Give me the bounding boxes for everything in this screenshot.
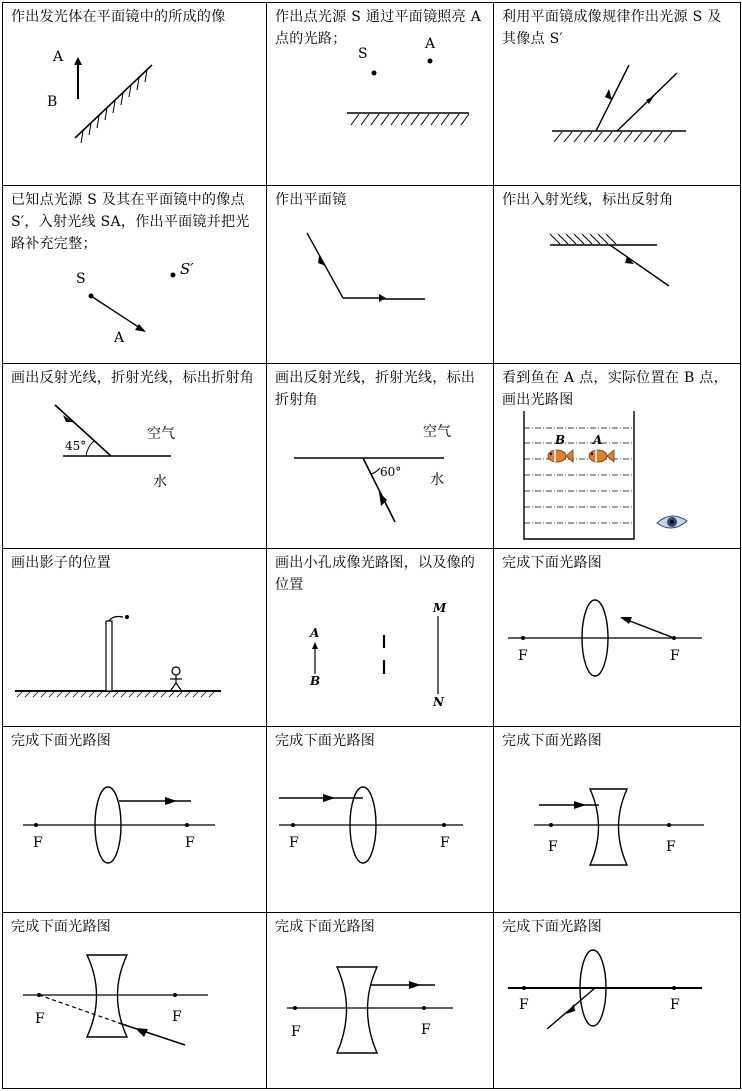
- label-f-left: F: [291, 1024, 301, 1040]
- label-f-right: F: [670, 997, 680, 1013]
- refraction-45-diagram: [3, 364, 267, 549]
- label-b: B: [310, 674, 321, 688]
- label-air: 空气: [147, 426, 175, 442]
- refraction-60-diagram: [267, 364, 494, 549]
- person-icon: [170, 667, 182, 690]
- label-s-prime: S′: [180, 260, 194, 278]
- cell-caption: 画出反射光线，折射光线，标出折射角: [275, 370, 476, 408]
- cell-8: [266, 363, 494, 549]
- label-f-right: F: [421, 1022, 431, 1038]
- cell-caption: 完成下面光路图: [11, 733, 112, 749]
- convex-lens-diagram: [3, 727, 267, 913]
- angle-label: 45°: [65, 439, 87, 453]
- label-f-left: F: [548, 839, 558, 855]
- label-f-right: F: [670, 648, 680, 664]
- label-a: A: [425, 36, 436, 52]
- cell-5: [266, 185, 494, 364]
- cell-caption: 完成下面光路图: [502, 555, 603, 571]
- cell-17: [266, 912, 494, 1089]
- cell-11: [266, 548, 494, 727]
- cell-10: [2, 548, 267, 727]
- label-a: A: [593, 433, 603, 447]
- label-f-right: F: [440, 835, 450, 851]
- cell-caption: 已知点光源 S 及其在平面镜中的像点 S′，入射光线 SA，作出平面镜并把光路补充完整；: [11, 192, 250, 252]
- mirror-image-diagram: [3, 186, 267, 364]
- label-water: 水: [430, 472, 444, 488]
- concave-lens-diagram: [3, 913, 267, 1089]
- cell-caption: 画出影子的位置: [11, 555, 112, 571]
- shadow-diagram: [3, 549, 267, 727]
- label-f-left: F: [519, 997, 529, 1013]
- cell-caption: 作出点光源 S 通过平面镜照亮 A 点的光路；: [275, 9, 482, 47]
- incident-ray-diagram: [494, 186, 741, 364]
- label-m: M: [433, 601, 447, 615]
- cell-caption: 画出小孔成像光路图，以及像的位置: [275, 555, 476, 593]
- fish-icon: [548, 450, 573, 462]
- label-f-left: F: [518, 648, 528, 664]
- cell-7: [2, 363, 267, 549]
- cell-9: [493, 363, 741, 549]
- label-a: A: [310, 626, 320, 640]
- cell-18: [493, 912, 741, 1089]
- label-s: S: [358, 46, 368, 62]
- cell-1: [2, 2, 267, 186]
- cell-caption: 作出入射光线，标出反射角: [502, 192, 674, 208]
- cell-13: [2, 726, 267, 913]
- cell-caption: 完成下面光路图: [275, 733, 376, 749]
- cell-caption: 画出反射光线，折射光线，标出折射角: [11, 370, 255, 386]
- fish-tank-diagram: [494, 364, 741, 549]
- label-a: A: [53, 49, 64, 65]
- label-f-left: F: [33, 835, 43, 851]
- cell-caption: 利用平面镜成像规律作出光源 S 及其像点 S′: [502, 9, 722, 47]
- label-f-right: F: [185, 835, 195, 851]
- cell-caption: 作出平面镜: [275, 192, 347, 208]
- cell-12: [493, 548, 741, 727]
- cell-4: [2, 185, 267, 364]
- pinhole-diagram: [267, 549, 494, 727]
- angle-label: 60°: [380, 465, 402, 479]
- concave-lens-diagram: [494, 727, 741, 913]
- label-water: 水: [153, 474, 167, 490]
- convex-lens-diagram: [494, 913, 741, 1089]
- cell-caption: 完成下面光路图: [502, 919, 603, 935]
- plane-mirror-diagram: [3, 3, 267, 186]
- label-f-left: F: [35, 1011, 45, 1027]
- label-b: B: [555, 433, 566, 447]
- label-n: N: [433, 695, 444, 709]
- label-f-right: F: [666, 839, 676, 855]
- cell-14: [266, 726, 494, 913]
- cell-caption: 完成下面光路图: [11, 919, 112, 935]
- label-s: S: [76, 271, 86, 287]
- concave-lens-diagram: [267, 913, 494, 1089]
- label-f-left: F: [289, 835, 299, 851]
- cell-15: [493, 726, 741, 913]
- point-source-diagram: [267, 3, 494, 186]
- cell-caption: 作出发光体在平面镜中的所成的像: [11, 9, 226, 25]
- cell-caption: 完成下面光路图: [502, 733, 603, 749]
- find-mirror-diagram: [267, 186, 494, 364]
- label-a: A: [114, 330, 125, 346]
- label-b: B: [47, 94, 58, 110]
- mirror-rays-diagram: [494, 3, 741, 186]
- convex-lens-diagram: [494, 549, 741, 727]
- label-air: 空气: [423, 424, 451, 440]
- cell-6: [493, 185, 741, 364]
- cell-caption: 完成下面光路图: [275, 919, 376, 935]
- cell-3: [493, 2, 741, 186]
- convex-lens-diagram: [267, 727, 494, 913]
- cell-2: [266, 2, 494, 186]
- eye-icon: [657, 516, 687, 528]
- label-f-right: F: [172, 1009, 182, 1025]
- fish-icon: [589, 450, 614, 462]
- cell-caption: 看到鱼在 A 点，实际位置在 B 点，画出光路图: [502, 370, 728, 408]
- cell-16: [2, 912, 267, 1089]
